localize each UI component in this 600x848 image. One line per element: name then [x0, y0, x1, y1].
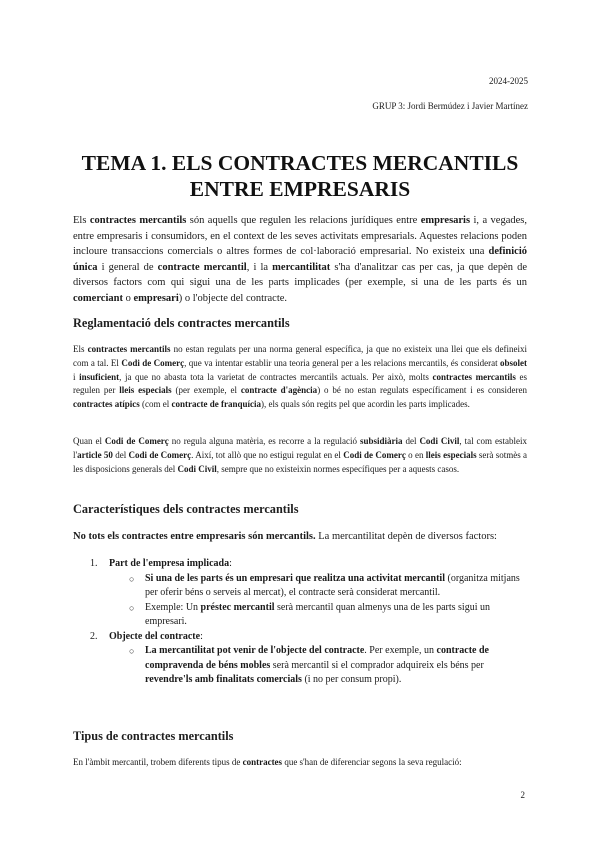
bold-term: empresaris — [420, 215, 471, 226]
bold-term: Si una de les parts és un empresari que realitza una activitat mercantil — [145, 572, 445, 584]
bold-term: lleis especials — [425, 449, 477, 460]
bold-term: Part de l'empresa implicada — [109, 558, 230, 569]
types-paragraph: En l'àmbit mercantil, trobem diferents tipus de contractes que s'han de diferenciar segons la seva regulació: — [73, 757, 462, 767]
bold-term: obsolet — [500, 357, 527, 368]
sub-list-item-text: Exemple: Un préstec mercantil serà mercantil quan almenys una de les parts sigui un empresari. — [145, 601, 490, 627]
bold-term: empresari — [133, 292, 179, 304]
list-number: 1. — [90, 558, 98, 569]
bold-term: contracte mercantil — [157, 261, 247, 273]
bold-term: Objecte del contracte — [109, 630, 201, 642]
list-item — [73, 630, 533, 688]
regulation-paragraph-2: Quan el Codi de Comerç no regula alguna matèria, es recorre a la regulació subsidiària del Codi Civil, tal com estableix l'article 50 del Codi de Comerç. Així, tot allò que no estigui regulat en el Codi de Comerç o en lleis especials serà sotmès a les disposicions generals del Codi Civil, sempre que no existeixin normes específiques per a aquests casos. — [73, 436, 528, 474]
header-group: GRUP 3: Jordi Bermúdez i Javier Martínez — [372, 101, 528, 111]
bold-term: definició única — [73, 246, 527, 273]
sub-list — [109, 644, 533, 688]
characteristics-lead: No tots els contractes entre empresaris són mercantils. La mercantilitat depèn de diversos factors: — [73, 531, 497, 542]
intro-paragraph: Els contractes mercantils són aquells que regulen les relacions jurídiques entre empresaris i, a vegades, entre empresaris i consumidors, en el context de les seves activitats empresarials. Aquestes relacions poden incloure transaccions comercials o altres formes de col·laboració empresarial. No existeix una definició única i general de contracte mercantil, i la mercantilitat s'ha d'analitzar cas per cas, ja que depèn de diversos factors com qui sigui una de les parts implicades (per exemple, si una de les parts és un comerciant o empresari) o l'objecte del contracte. — [73, 215, 527, 304]
bold-term: contractes — [242, 757, 283, 767]
sub-list-item-text: Si una de les parts és un empresari que realitza una activitat mercantil (organitza mitjans per oferir béns o serveis al mercat), el contracte serà considerat mercantil. — [145, 572, 520, 598]
bold-term: revendre'ls amb finalitats comercials — [145, 674, 302, 685]
list-item-label: Part de l'empresa implicada: — [109, 558, 232, 569]
section-heading-types: Tipus de contractes mercantils — [73, 729, 234, 743]
sub-list-item — [109, 644, 533, 688]
bold-term: comerciant — [73, 292, 123, 304]
bold-term: insuficient — [79, 371, 120, 382]
bold-term: contractes mercantils — [432, 371, 516, 382]
bold-term: Codi de Comerç — [128, 449, 192, 460]
title-line-1: TEMA 1. ELS CONTRACTES MERCANTILS — [81, 151, 519, 175]
list-item — [73, 557, 533, 630]
circle-bullet-icon: ○ — [129, 646, 135, 656]
bold-term: mercantilitat — [272, 261, 331, 273]
bold-term: Codi Civil — [177, 463, 217, 474]
bold-term: contractes atípics — [73, 399, 140, 410]
page-number: 2 — [520, 790, 525, 800]
bold-term: Codi de Comerç — [121, 357, 185, 368]
section-heading-regulation: Reglamentació dels contractes mercantils — [73, 316, 290, 330]
bold-term: contracte d'agència — [240, 385, 318, 396]
bold-term: Codi Civil — [419, 436, 460, 446]
bold-term: La mercantilitat pot venir de l'objecte del contracte — [145, 645, 365, 656]
list-number: 2. — [90, 630, 98, 642]
bold-term: Codi de Comerç — [104, 436, 169, 446]
list-item-label: Objecte del contracte: — [109, 630, 203, 642]
header-year: 2024-2025 — [489, 76, 528, 86]
title-line-2: ENTRE EMPRESARIS — [189, 177, 411, 201]
circle-bullet-icon: ○ — [129, 573, 135, 584]
bold-term: contracte de franquícia — [171, 399, 261, 410]
bold-term: lleis especials — [119, 385, 172, 396]
bold-term: préstec mercantil — [200, 601, 275, 613]
page-title — [60, 150, 540, 202]
bold-term: contractes mercantils — [87, 344, 171, 354]
bold-term: Codi de Comerç — [343, 449, 406, 460]
bold-term: No tots els contractes entre empresaris són mercantils. — [73, 531, 316, 542]
section-heading-characteristics: Característiques dels contractes mercantils — [73, 502, 299, 516]
bold-term: subsidiària — [360, 436, 403, 446]
sub-list-item — [109, 572, 533, 601]
bold-term: article 50 — [77, 449, 113, 460]
characteristics-list — [73, 557, 533, 688]
sub-list-item — [109, 601, 533, 630]
sub-list — [109, 572, 533, 630]
sub-list-item-text: La mercantilitat pot venir de l'objecte del contracte. Per exemple, un contracte de compravenda de béns mobles serà mercantil si el comprador adquireix els béns per revendre'ls amb finalitats comercials (i no per consum propi). — [145, 645, 489, 685]
bold-term: contracte de compravenda de béns mobles — [145, 645, 489, 671]
regulation-paragraph-1: Els contractes mercantils no estan regulats per una norma general específica, ja que no existeix una llei que els defineixi com a tal. El Codi de Comerç, que va intentar establir una teoria general per a les relacions mercantils, és considerat obsolet i insuficient, ja que no abasta tota la varietat de contractes mercantils actuals. Per això, molts contractes mercantils es regulen per lleis especials (per exemple, el contracte d'agència) o bé no estan regulats específicament i es consideren contractes atípics (com el contracte de franquícia), els quals són regits pel que acordin les parts implicades. — [73, 344, 527, 410]
bold-term: contractes mercantils — [89, 215, 187, 226]
circle-bullet-icon: ○ — [129, 602, 135, 613]
